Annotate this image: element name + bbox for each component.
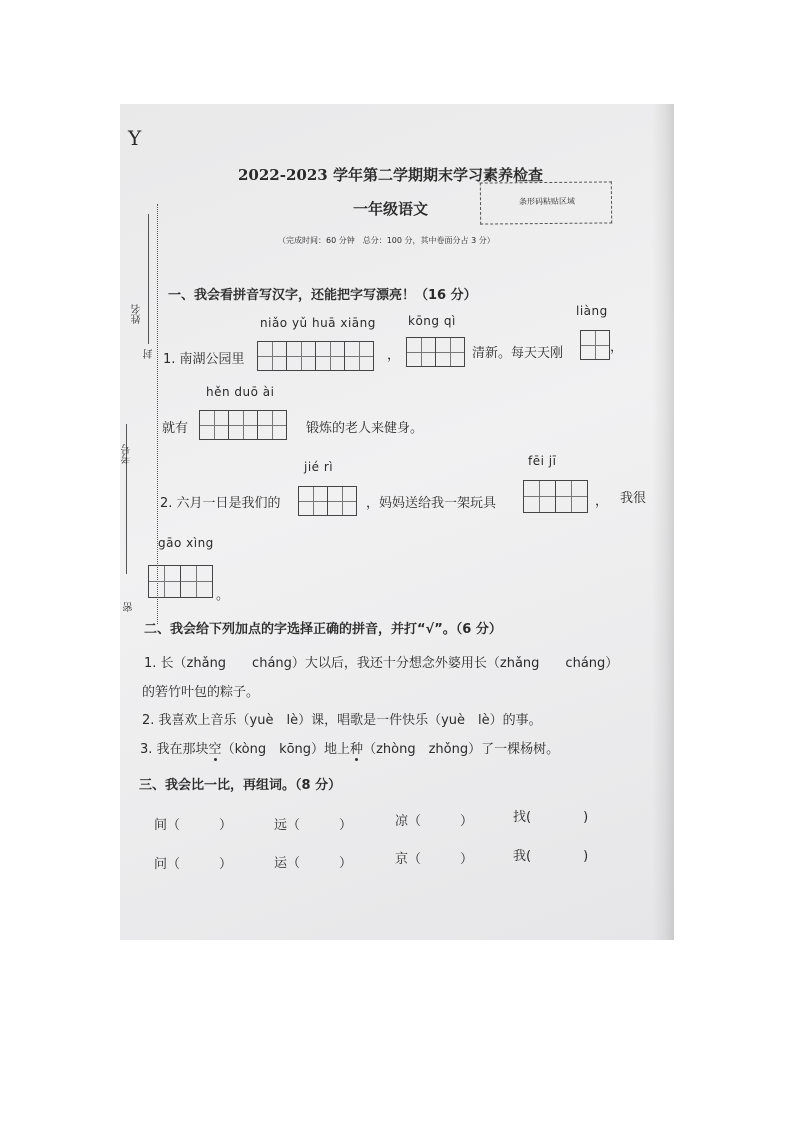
q1-line2-prefix: 就有 [162, 421, 189, 436]
section1-heading: 一、我会看拼音写汉字，还能把字写漂亮！（16 分） [168, 288, 477, 303]
pinyin-liang: liàng [576, 304, 608, 318]
q2-comma: ， [595, 494, 609, 509]
s3-row2-item2[interactable]: 运（ ） [274, 856, 353, 871]
writing-cell[interactable] [406, 337, 436, 367]
writing-cell[interactable] [257, 341, 287, 371]
answer-grid-hen-duo-ai[interactable] [199, 410, 286, 440]
exam-photo [120, 104, 674, 940]
exam-title: 2022-2023 学年第二学期期末学习素养检查 [238, 166, 543, 184]
writing-cell[interactable] [286, 341, 316, 371]
pinyin-kong-qi: kōng qì [408, 314, 456, 328]
binding-line-dotted [157, 204, 158, 624]
answer-grid-niao-yu-hua-xiang[interactable] [257, 341, 373, 371]
writing-cell[interactable] [199, 410, 229, 440]
writing-cell[interactable] [327, 486, 357, 516]
dotted-char: 种 [350, 742, 364, 757]
corner-mark: Y [128, 126, 142, 150]
pinyin-fei-ji: fēi jī [528, 454, 557, 468]
q1-prefix: 1. 南湖公园里 [163, 352, 245, 367]
binding-line-solid-1 [148, 214, 149, 344]
s3-row2-item1[interactable]: 问（ ） [154, 857, 233, 872]
exam-no-label: 考号 [122, 444, 133, 464]
answer-grid-liang[interactable] [580, 330, 609, 360]
answer-grid-jie-ri[interactable] [298, 486, 356, 516]
answer-grid-fei-ji[interactable] [523, 480, 587, 513]
writing-cell[interactable] [228, 410, 258, 440]
writing-cell[interactable] [580, 330, 610, 360]
s2-q1-line1: 1. 长（zhǎng cháng）大以后，我还十分想念外婆用长（zhǎng cháng） [144, 656, 619, 671]
exam-subject: 一年级语文 [353, 200, 429, 218]
section3-heading: 三、我会比一比，再组词。（8 分） [139, 778, 342, 793]
s3-row1-item4[interactable]: 找( ) [513, 810, 589, 825]
secret-label: 密 [124, 602, 135, 612]
writing-cell[interactable] [523, 480, 556, 513]
writing-cell[interactable] [148, 565, 181, 598]
barcode-area: 条形码粘贴区域 [480, 181, 612, 224]
writing-cell[interactable] [555, 480, 588, 513]
q1-mid: 清新。每天天刚 [472, 346, 564, 361]
writing-cell[interactable] [435, 337, 465, 367]
answer-grid-gao-xing[interactable] [148, 565, 212, 598]
writing-cell[interactable] [298, 486, 328, 516]
s2-q3: 3. 我在那块空（kòng kōng）地上种（zhòng zhǒng）了一棵杨树。 [140, 742, 560, 757]
s3-row2-item3[interactable]: 京（ ） [395, 852, 474, 867]
pinyin-gao-xing: gāo xìng [158, 536, 214, 550]
seal-label: 封 [144, 349, 155, 359]
q2-period: 。 [216, 588, 230, 603]
pinyin-hen-duo-ai: hěn duō ài [206, 385, 275, 399]
q2-mid: ，妈妈送给我一架玩具 [366, 496, 497, 511]
pinyin-jie-ri: jié rì [304, 460, 334, 474]
q1-comma-1: ， [387, 348, 401, 363]
writing-cell[interactable] [180, 565, 213, 598]
writing-cell[interactable] [315, 341, 345, 371]
dotted-char: 空 [208, 742, 222, 757]
s3-row1-item1[interactable]: 间（ ） [154, 818, 233, 833]
name-label: 姓名 [132, 304, 143, 324]
pinyin-niao-yu-hua-xiang: niǎo yǔ huā xiāng [260, 316, 376, 330]
s3-row2-item4[interactable]: 我( ) [513, 849, 589, 864]
s2-q2: 2. 我喜欢上音乐（yuè lè）课，唱歌是一件快乐（yuè lè）的事。 [142, 713, 542, 728]
section2-heading: 二、我会给下列加点的字选择正确的拼音，并打“√”。（6 分） [144, 622, 502, 637]
writing-cell[interactable] [257, 410, 287, 440]
s3-row1-item2[interactable]: 远（ ） [274, 818, 353, 833]
answer-grid-kong-qi[interactable] [406, 337, 464, 367]
q2-prefix: 2. 六月一日是我们的 [160, 496, 281, 511]
page-curl-shadow [652, 104, 674, 940]
q2-tail: 我很 [620, 491, 647, 506]
q1-comma-2: ， [610, 340, 624, 355]
exam-info: （完成时间：60 分钟 总分：100 分，其中卷面分占 3 分） [278, 236, 495, 245]
s2-q1-line2: 的箬竹叶包的粽子。 [142, 685, 260, 700]
s3-row1-item3[interactable]: 凉（ ） [395, 814, 474, 829]
q1-line2-suffix: 锻炼的老人来健身。 [306, 421, 424, 436]
writing-cell[interactable] [344, 341, 374, 371]
